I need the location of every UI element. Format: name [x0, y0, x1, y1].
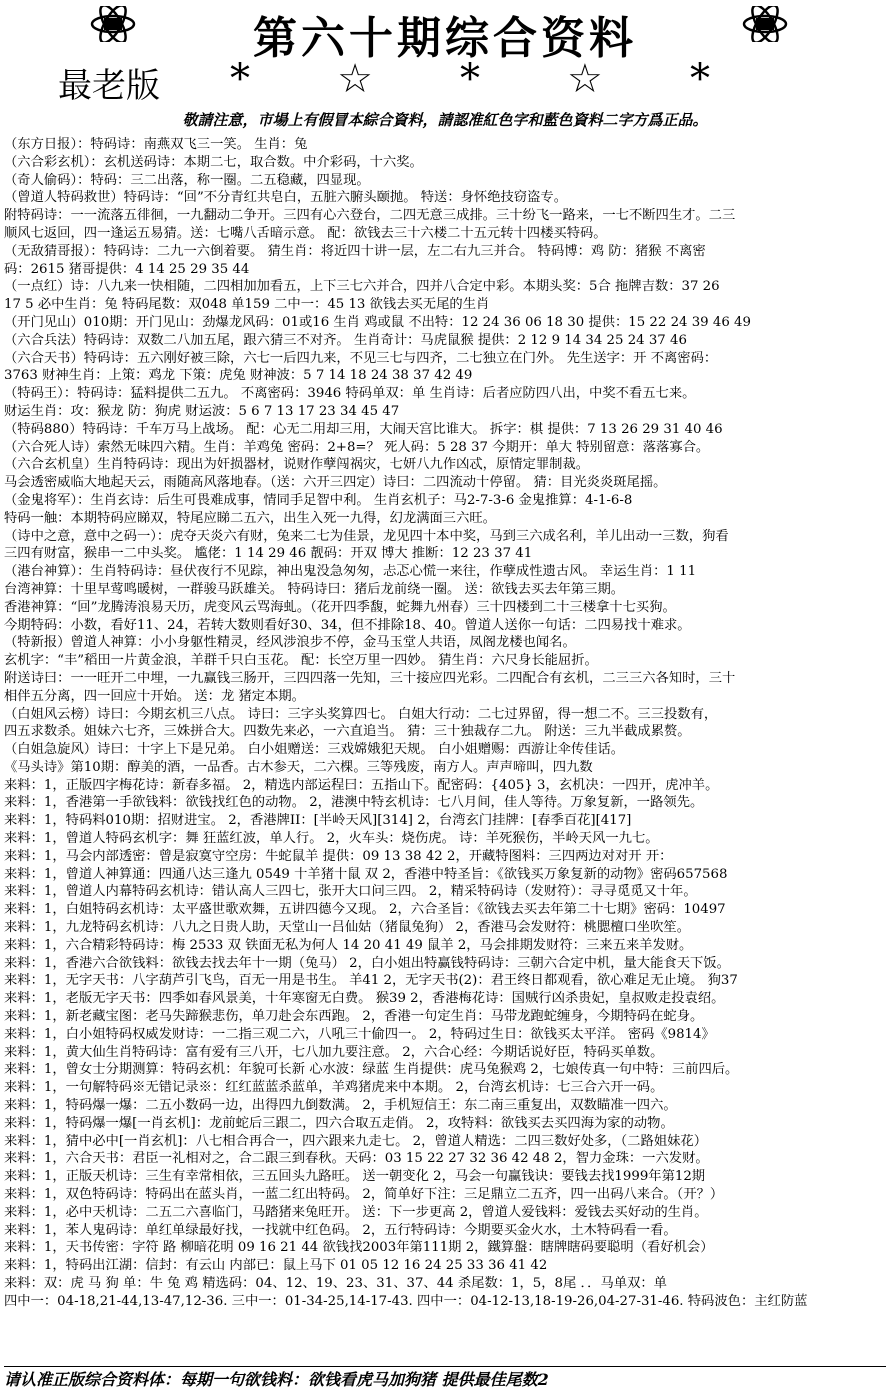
footer-banner: 请认准正版综合资料体：每期一句欲钱料：欲钱看虎马加狗猪 提供最佳尾数2: [4, 1366, 886, 1390]
text-line: 相伴五分离，四一回应十开始。 送：龙 猪定本期。: [4, 688, 305, 704]
text-line: 来料：1，老版无字天书：四季如春风景美，十年寒窗无白费。 猴39 2，香港梅花诗：国贼行凶杀贵妃，皇叔败走投袁绍。: [4, 991, 725, 1007]
text-line: 马会透密威临大地起天云，雨随高风落地春。（送：六开三四定）诗曰：二四流动十停留。 猜：目光炎炎斑尾摇。: [4, 475, 667, 491]
text-line: 来料：1，无字天书：八字葫芦引飞鸟，百无一用是书生。 羊41 2，无字天书(2)：君王终日都观看，欲心难足无止境。 狗37: [4, 973, 738, 989]
text-line: 玄机字：“丰”稻田一片黄金浪，羊群千只白玉花。 配：长空万里一四妙。 猜生肖：六尺身长能屈折。: [4, 653, 598, 669]
text-line: 来料：双：虎 马 狗 单：牛 兔 鸡 精选码：04、12、19、23、31、37、44 杀尾数：1，5，8尾 ．．马单双：单: [4, 1276, 667, 1291]
star-icon: ☆: [567, 56, 603, 102]
authenticity-notice: 敬請注意，市場上有假冒本綜合資料，請認准紅色字和藍色資料二字方爲正品。: [182, 111, 708, 129]
text-line: 来料：1，香港第一手欲钱料：欲钱找红色的动物。 2，港澳中特玄机诗：七八月间，佳人等待。万象复新，一路领先。: [4, 795, 704, 811]
text-line: 来料：1，特码爆一爆：二五小数码一边，出得四九倒数满。 2，手机短信王：东二南三重复出，双数瞄准一四六。: [4, 1098, 677, 1114]
text-line: （白姐急旋风）诗曰：十字上下是兄弟。 白小姐赠送：三戏嫦娥犯天规。 白小姐赠赐：西游让伞传佳话。: [4, 742, 625, 758]
text-line: 来料：1，白小姐特码权威发财诗：一二指三观二六，八吼三十偷四一。 2，特码过生日：欲钱买太平洋。 密码《9814》: [4, 1026, 715, 1042]
asterisk-icon: *: [459, 56, 480, 102]
text-line: 来料：1，白姐特码玄机诗：太平盛世歌欢舞，五讲四德今又现。 2，六合圣旨：《欲钱去买去年第二十七期》密码：10497: [4, 902, 726, 918]
text-line: 17 5 必中生肖：兔 特码尾数：双048 单159 二中一：45 13 欲钱去买无尾的生肖: [4, 297, 490, 313]
text-line: 来料：1，特码爆一爆[一肖玄机]：龙前蛇后三跟二，四六合取五走俏。 2，攻特料：欲钱买去买四海为家的动物。: [4, 1115, 674, 1131]
edition-label: 最老版: [58, 66, 160, 106]
text-line: 财运生肖：攻：猴龙 防：狗虎 财运波：5 6 7 13 17 23 34 45 47: [4, 403, 400, 419]
text-line: 来料：1，黄大仙生肖特码诗：富有爱有三八开，七八加九要注意。 2，六合心经：今期话说好臣，特码买单数。: [4, 1044, 664, 1060]
text-line: 来料：1，猜中必中[一肖玄机]：八七相合再合一，四六跟来九走七。 2，曾道人精选：二四三数好处多，（二路姐妹花）: [4, 1133, 708, 1149]
text-line: （无敌猜哥报）：特码诗：二九一六倒着要。 猜生肖：将近四十讲一层，左二右九三并合。 特码博：鸡 防：猪猴 不离密: [4, 243, 706, 259]
text-line: 附特码诗：一一流落五徘徊，一九翻动二争开。三四有心六登台，二四无意三成排。三十纷飞一路来，一七不断四生才。二三: [4, 208, 736, 224]
text-line: 今期特码：小数，看好11、24，若转大数则看好30、34，但不排除18、40。曾道人送你一句话：二四易找十难求。: [4, 617, 691, 633]
text-line: （一点红）诗：八九来一快相随，二四相加加看五，上下三七六并合，四并八合定中彩。本期头奖：5合 拖牌吉数：37 26: [4, 279, 720, 295]
text-line: 来料：1，双色特码诗：特码出在蓝头肖，一蓝二红出特码。 2，简单好下注：三足鼎立二五齐，四一出码八来合。（开？）: [4, 1187, 724, 1203]
text-line: 来料：1，正版天机诗：三生有幸常相依，三五回头九路旺。 送一朝变化 2，马会一句赢钱诀：要钱去找1999年第12期: [4, 1169, 706, 1185]
text-line: 来料：1，苯人鬼码诗：单红单绿最好找，一找就中红色码。 2，五行特码诗：今期要买金火水，土木特码看一看。: [4, 1222, 677, 1238]
text-line: （曾道人特码救世）特码诗：“回”不分青红共皂白，五脏六腑头颐抛。 特送：身怀绝技窃盗专。: [4, 190, 567, 206]
text-line: 来料：1，香港六合欲钱料：欲钱去找去年十一期（兔马） 2，白小姐出特赢钱特码诗：三朝六合定中机，量大能食天下饭。: [4, 955, 730, 971]
text-line: 来料：1，一句解特码※无错记录※：红红蓝蓝杀蓝单，羊鸡猪虎来中本期。 2，台湾玄机诗：七三合六开一码。: [4, 1080, 664, 1096]
text-line: （白姐风云榜）诗曰：今期玄机三八点。 诗曰：三字头奖算四七。 白姐大行动：二七过界留，得一想二不。三三投数有，: [4, 706, 718, 722]
text-line: （奇人偷码）：特码：三二出落，称一圈。二五稳藏，四显现。: [4, 172, 370, 188]
text-line: 码：2615 猪哥提供：4 14 25 29 35 44: [4, 261, 250, 277]
text-line: （港台神算）：生肖特码诗：昼伏夜行不见踪，神出鬼没急匆匆，忐忑心慌一来往，作孽成性遗古风。 幸运生肖：1 11: [4, 564, 697, 580]
text-line: （特码880）特码诗：千车万马上战场。 配：心无二用却三用，大闹天宫比谁大。 拆字：棋 提供：7 13 26 29 31 40 46: [4, 421, 723, 437]
text-line: （六合玄机皇）生肖特码诗：现出为奸损器材，说财作孽闯祸灾，七妍八九作凶忒，原情定罪制裁。: [4, 457, 590, 473]
text-line: 附送诗曰：一一旺开二中埋，一九赢钱三肠开，三四四落一先知，三十接应四光彩。二四配合有玄机，二三三六各知时，三十: [4, 670, 736, 686]
text-line: 来料：1，天书传密：字符 路 柳暗花明 09 16 21 44 欲钱找2003年第111期 2，鐵算盤：瞎牌瞎码要聪明（看好机会）: [4, 1240, 714, 1256]
text-line: 香港神算：“回”龙腾涛浪易天历，虎变风云骂海虬。（花开四季馥，蛇舞九州春）三十四楼到二十三楼拿十七买狗。: [4, 599, 676, 615]
text-line: （六合彩玄机）：玄机送码诗：本期二七，取合数。中介彩码，十六奖。: [4, 154, 423, 170]
text-line: （东方日报）：特码诗：南燕双飞三一笑。 生肖：兔: [4, 137, 308, 152]
text-line: （金鬼将军）：生肖玄诗：后生可畏难成事，情同手足智中利。 生肖玄机子：马2-7-3-6 金鬼推算：4-1-6-8: [4, 492, 633, 508]
content-body: [4, 136, 886, 1364]
text-line: （特码王）：特码诗：猛料提供二五九。 不离密码：3946 特码单双：单 生肖诗：后者应防四八出，中奖不看五七来。: [4, 386, 696, 402]
text-line: 三四有财富，猴串一二中头奖。 尴佬：1 14 29 46 靓码：开双 博大 推断：12 23 37 41: [4, 546, 533, 562]
star-icon: ☆: [337, 56, 373, 102]
text-line: 来料：1，六合天书：君臣一礼相对之，合二跟三到春秋。天码：03 15 22 27 32 36 42 48 2，智力金珠：一六发财。: [4, 1151, 709, 1167]
text-line: 四五求数杀。姐妹六七齐，三姝拼合大。四数先来必，一六直追当。 猜：三十独裁存二九。 附送：三九半截成累赘。: [4, 724, 691, 740]
text-line: 来料：1，正版四字梅花诗：新春多福。 2，精选内部运程曰：五指山下。配密码：{405} 3，玄机决：一四开，虎冲羊。: [4, 777, 719, 793]
text-line: 来料：1，必中天机诗：二五二六喜临门，马踏猪来兔旺开。 送：下一步更高 2，曾道人爱钱料：爱钱去买好动的生肖。: [4, 1204, 708, 1220]
text-line: 《马头诗》第10期：醇美的酒，一品香。古木参天，二六棵。三等残废，南方人。声声啼叫，四九数: [4, 759, 593, 775]
text-line: 台湾神算：十里早莺鸣暖树，一群骏马跃雄关。 特码诗曰：猪后龙前绕一圈。 送：欲钱去买去年第三期。: [4, 581, 625, 597]
text-line: 来料：1，曾道人特码玄机字：舞 狂蓝红波，单人行。 2，火车头：烧伤虎。 诗：羊死猴伤，半岭天风一九七。: [4, 831, 659, 847]
text-line: 来料：1，马会内部透密：曾是寂寞守空房：牛蛇鼠羊 提供：09 13 38 42 2，开藏特图料：三四两边对对开 开：: [4, 848, 673, 864]
text-line: （诗中之意，意中之码一）：虎夺天炎六有财，兔来二七为佳景，龙见四十本中奖，马到三六成名利，羊儿出动一三数，狗看: [4, 528, 729, 544]
text-line: 来料：1，新老藏宝图：老马失蹄猴悲伤，单刀赴会东西跑。 2，香港一句定生肖：马带龙跑蛇缠身，今期特码在蛇身。: [4, 1009, 704, 1025]
text-line: （特新报）曾道人神算：小小身躯性精灵，经风涉浪步不停，金马玉堂人共语，凤阁龙楼也闻名。: [4, 635, 576, 651]
decorative-symbols: [230, 56, 710, 102]
text-line: 四中一：04-18,21-44,13-47,12-36. 三中一：01-34-25,14-17-43. 四中一：04-12-13,18-19-26,04-27-31-46. 特码波色：主红防蓝: [4, 1293, 808, 1309]
text-line: 3763 财神生肖：上策：鸡龙 下策：虎兔 财神波：5 7 14 18 24 38 37 42 49: [4, 368, 473, 384]
text-line: 顺风七返回，四一逢运五易猜。送：七嘴八舌暗示意。 配：欲钱去三十六楼二十五元转十四楼买特码。: [4, 225, 607, 241]
text-line: 特码一触：本期特码应睇双，特尾应睇二五六，出生入死一九得，幻龙满面三六旺。: [4, 510, 496, 526]
asterisk-icon: *: [230, 56, 250, 102]
page-title: 第六十期综合资料: [253, 13, 637, 64]
text-line: 来料：1，六合精彩特码诗：梅 2533 双 铁面无私为何人 14 20 41 49 鼠羊 2，马会排期发财符：三来五来羊发财。: [4, 937, 693, 953]
text-line: （六合死人诗）索然无味四六精。生肖：羊鸡兔 密码：2+8=？ 死人码：5 28 37 今期开：单大 特别留意：落落寡合。: [4, 439, 710, 455]
text-line: 来料：1，特码出江湖：信封：有云山 内部已：鼠上马下 01 05 12 16 24 25 33 36 41 42: [4, 1258, 548, 1274]
text-line: 来料：1，九龙特码玄机诗：八九之日贵人助，天堂山一吕仙姑（猪鼠兔狗） 2，香港马会发财符：桃腮檀口坐吹笙。: [4, 920, 690, 936]
text-line: （开门见山）010期：开门见山：劲爆龙风码：01或16 生肖 鸡或鼠 不出特：12 24 36 06 18 30 提供：15 22 24 39 46 49: [4, 314, 751, 330]
text-line: 来料：1，特码料010期：招财进宝。 2，香港牌II：[半岭天风][314] 2，台湾玄门挂牌：[春季百花][417]: [4, 813, 632, 829]
text-line: 来料：1，曾道人神算通：四通八达三逢九 0549 十羊猪十鼠 双 2，香港中特圣旨：《欲钱买万象复新的动物》密码657568: [4, 866, 728, 882]
text-line: 来料：1，曾道人内幕特码玄机诗：错认高人三四七，张开大口问三四。 2，精采特码诗（发财符）：寻寻觅觅又十年。: [4, 884, 697, 900]
text-line: 来料：1，曾女士分期测算：特码玄机：年貌可长新 心水波：绿蓝 生肖提供：虎马兔猴鸡 2，七娘传真一句中特：三前四后。: [4, 1062, 739, 1078]
text-line: （六合兵法）特码诗：双数二八加五尾，跟六猜三不对齐。 生肖奇计：马虎鼠猴 提供：2 12 9 14 34 25 24 37 46: [4, 332, 687, 348]
asterisk-icon: *: [689, 56, 710, 102]
text-line: （六合天书）特码诗：五六刚好被三除，六七一后四九来，不见三七与四齐，二七独立在门外。 先生送字：开 不离密码：: [4, 350, 718, 366]
